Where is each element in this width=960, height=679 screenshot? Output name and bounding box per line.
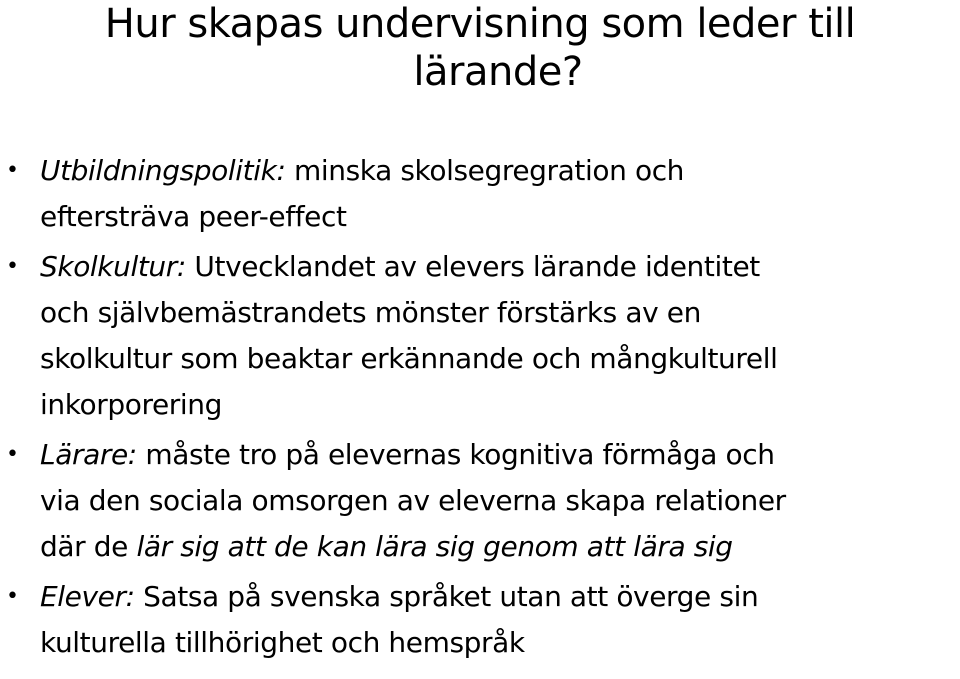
bullet-line (40, 524, 960, 570)
bullet-line (40, 574, 960, 620)
bullet-text: Satsa på svenska språket utan att överge sin (134, 580, 759, 613)
bullet-line: kulturella tillhörighet och hemspråk (40, 626, 525, 659)
bullet-dot-icon: • (6, 442, 19, 467)
bullet-list (0, 148, 960, 672)
bullet-dot-icon: • (6, 584, 19, 609)
bullet-text: minska skolsegregration och (285, 154, 685, 187)
bullet-line: och självbemästrandets mönster förstärks av en (40, 296, 701, 329)
bullet-line (40, 148, 960, 194)
bullet-heading: Elever: (40, 580, 135, 613)
bullet-text: Utvecklandet av elevers lärande identitet (185, 250, 760, 283)
bullet-line: via den sociala omsorgen av eleverna skapa relationer (40, 484, 786, 517)
bullet-dot-icon: • (6, 254, 19, 279)
bullet-dot-icon: • (6, 158, 19, 183)
bullet-text: måste tro på elevernas kognitiva förmåga och (136, 438, 775, 471)
bullet-item-skolkultur (0, 244, 960, 428)
bullet-text: där de (40, 530, 137, 563)
bullet-line (40, 244, 960, 290)
bullet-item-larare (0, 432, 960, 570)
bullet-heading: Lärare: (40, 438, 137, 471)
bullet-heading: Skolkultur: (40, 250, 186, 283)
bullet-line: eftersträva peer-effect (40, 200, 347, 233)
bullet-item-utbildningspolitik (0, 148, 960, 240)
bullet-line (40, 432, 960, 478)
bullet-emphasis: lär sig att de kan lära sig genom att lära sig (136, 530, 733, 563)
bullet-item-elever (0, 574, 960, 666)
bullet-line: inkorporering (40, 388, 223, 421)
title-line-2: lärande? (413, 49, 583, 95)
slide-title (0, 0, 960, 96)
bullet-heading: Utbildningspolitik: (40, 154, 286, 187)
bullet-line: skolkultur som beaktar erkännande och mångkulturell (40, 342, 778, 375)
title-line-1: Hur skapas undervisning som leder till (104, 1, 856, 47)
